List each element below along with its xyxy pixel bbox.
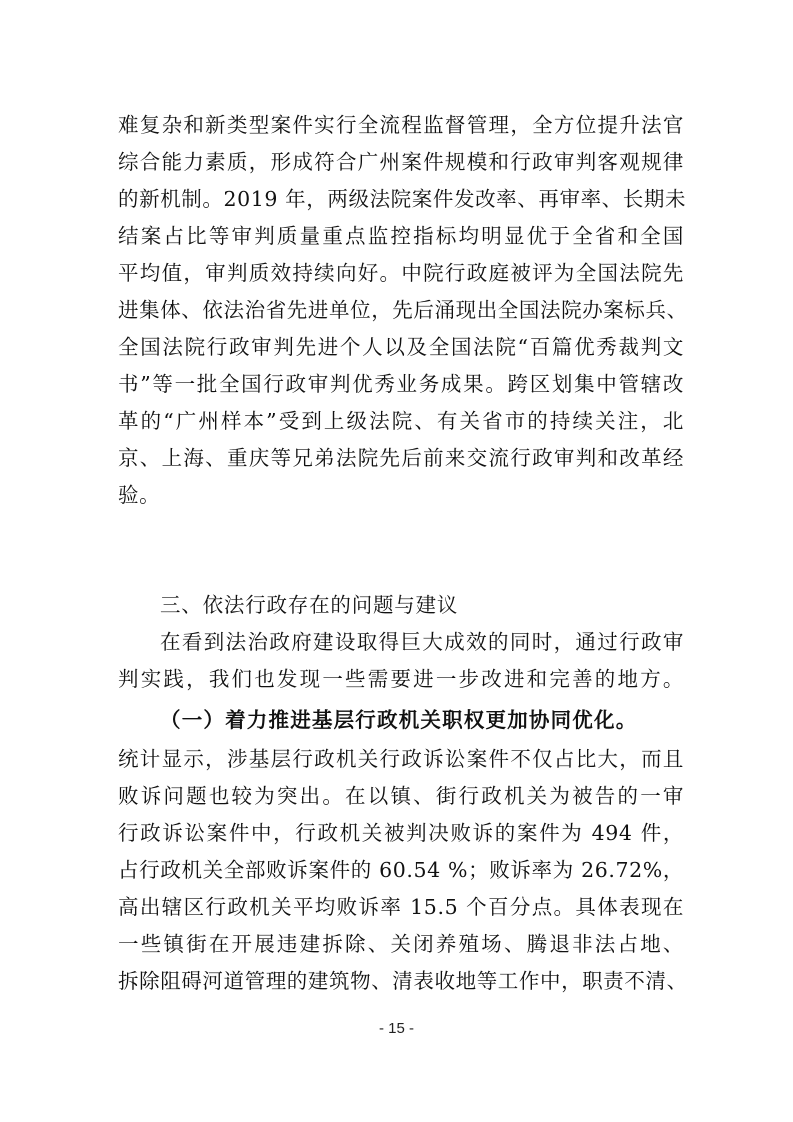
- subsection-heading: （一）着力推进基层行政机关职权更加协同优化。: [160, 708, 638, 732]
- paragraph-line: 在看到法治政府建设取得巨大成效的同时，通过行政审: [160, 630, 684, 654]
- paragraph-line: 占行政机关全部败诉案件的 60.54 %；败诉率为 26.72%，: [118, 858, 684, 882]
- paragraph-line: 书”等一批全国行政审判优秀业务成果。跨区划集中管辖改: [118, 372, 684, 396]
- page-number: - 15 -: [378, 1020, 414, 1037]
- paragraph-line: 京、上海、重庆等兄弟法院先后前来交流行政审判和改革经: [118, 446, 684, 470]
- paragraph-line: 难复杂和新类型案件实行全流程监督管理，全方位提升法官: [118, 113, 684, 137]
- paragraph-line: 平均值，审判质效持续向好。中院行政庭被评为全国法院先: [118, 261, 684, 285]
- paragraph-line: 全国法院行政审判先进个人以及全国法院“百篇优秀裁判文: [118, 335, 684, 359]
- paragraph-line: 统计显示，涉基层行政机关行政诉讼案件不仅占比大，而且: [118, 747, 684, 771]
- paragraph-line: 高出辖区行政机关平均败诉率 15.5 个百分点。具体表现在: [118, 895, 684, 919]
- paragraph-line: 行政诉讼案件中，行政机关被判决败诉的案件为 494 件，: [118, 821, 684, 845]
- paragraph-line: 结案占比等审判质量重点监控指标均明显优于全省和全国: [118, 224, 684, 248]
- paragraph-line: 综合能力素质，形成符合广州案件规模和行政审判客观规律: [118, 150, 684, 174]
- paragraph-line: 败诉问题也较为突出。在以镇、街行政机关为被告的一审: [118, 784, 684, 808]
- paragraph-line: 一些镇街在开展违建拆除、关闭养殖场、腾退非法占地、: [118, 932, 684, 956]
- paragraph-line: 验。: [118, 483, 161, 507]
- paragraph-line: 革的“广州样本”受到上级法院、有关省市的持续关注，北: [118, 409, 684, 433]
- paragraph-line: 判实践，我们也发现一些需要进一步改进和完善的地方。: [118, 667, 684, 691]
- paragraph-line: 进集体、依法治省先进单位，先后涌现出全国法院办案标兵、: [118, 298, 688, 322]
- paragraph-line: 拆除阻碍河道管理的建筑物、清表收地等工作中，职责不清、: [118, 969, 688, 993]
- section-heading: 三、依法行政存在的问题与建议: [160, 593, 459, 617]
- paragraph-line: 的新机制。2019 年，两级法院案件发改率、再审率、长期未: [118, 187, 687, 211]
